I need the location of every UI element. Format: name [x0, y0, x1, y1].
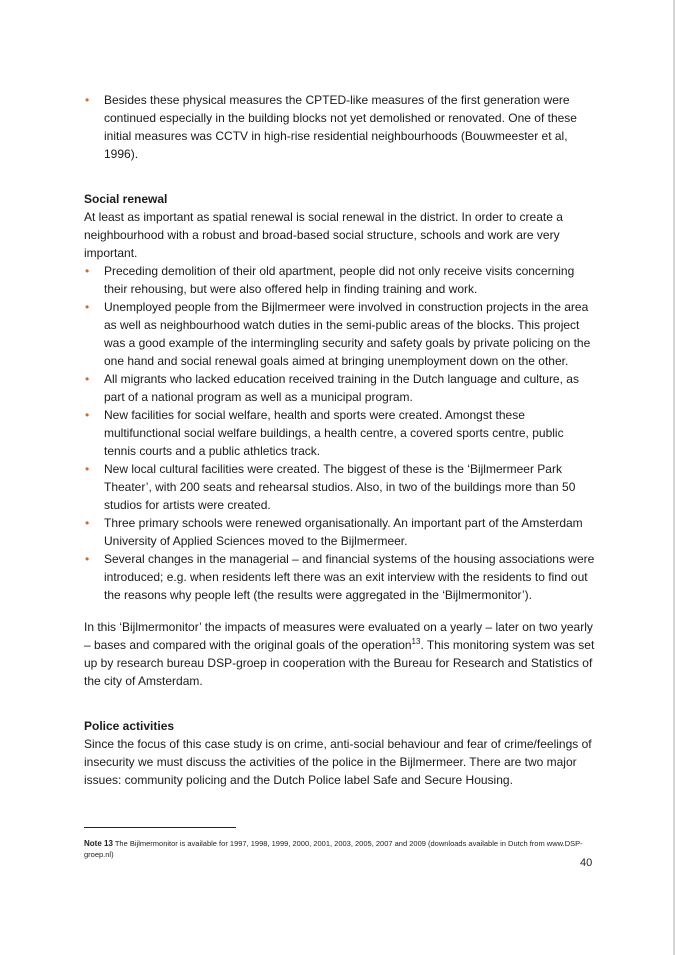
list-item: [84, 370, 598, 406]
bullet-icon: •: [85, 93, 90, 107]
bullet-icon: •: [85, 552, 90, 566]
list-item: [84, 406, 598, 460]
bullet-icon: •: [85, 264, 90, 278]
bullet-icon: •: [85, 516, 90, 530]
list-item: [84, 262, 598, 298]
paragraph-text: In this ‘Bijlmermonitor’ the impacts of measures were evaluated on a yearly – later on two yearly – bases and compared with the original goals of the operation: [84, 620, 593, 652]
list-item-text: Preceding demolition of their old apartment, people did not only receive visits concerning their rehousing, but were also offered help in finding training and work.: [104, 264, 575, 296]
footnote-divider: [84, 827, 236, 828]
page-number: 40: [580, 857, 593, 869]
bullet-icon: •: [85, 300, 90, 314]
footnote-reference[interactable]: 13: [411, 637, 421, 646]
list-item: [84, 298, 598, 370]
list-item-text: New facilities for social welfare, health and sports were created. Amongst these multifunctional social welfare buildings, a health centre, a covered sports centre, public tennis courts and a public athletics track.: [104, 408, 564, 458]
section-heading-police-activities: Police activities: [84, 719, 175, 733]
bullet-icon: •: [85, 462, 90, 476]
document-body: [84, 91, 598, 789]
paragraph-text: . This monitoring system was set up by research bureau DSP-groep in cooperation with the Bureau for Research and Statistics of the city of Amsterdam.: [84, 638, 595, 688]
list-item: [84, 514, 598, 550]
paragraph-police-activities: Since the focus of this case study is on crime, anti-social behaviour and fear of crime/feelings of insecurity we must discuss the activities of the police in the Bijlmermeer. There are two major issues: community policing and the Dutch Police label Safe and Secure Housing.: [84, 737, 592, 787]
social-renewal-bullet-list: [84, 262, 598, 604]
footnote-label: Note 13: [84, 839, 113, 848]
list-item: [84, 460, 598, 514]
list-item-text: Several changes in the managerial – and financial systems of the housing associations were introduced; e.g. when residents left there was an exit interview with the residents to find out the reasons why people left (the results were aggregated in the ‘Bijlmermonitor’).: [104, 552, 595, 602]
footnote: [84, 838, 584, 860]
list-item-text: New local cultural facilities were created. The biggest of these is the ‘Bijlmermeer Park Theater’, with 200 seats and rehearsal studios. Also, in two of the buildings more than 50 studios for artists were created.: [104, 462, 576, 512]
bullet-icon: •: [85, 408, 90, 422]
paragraph-social-renewal-intro: At least as important as spatial renewal is social renewal in the district. In order to create a neighbourhood with a robust and broad-based social structure, schools and work are very important.: [84, 210, 563, 260]
list-item-text: Unemployed people from the Bijlmermeer were involved in construction projects in the area as well as neighbourhood watch duties in the semi-public areas of the blocks. This project was a good example of the intermingling security and safety goals by private policing on the one hand and social renewal goals aimed at bringing unemployment down on the other.: [104, 300, 591, 368]
footnote-text: The Bijlmermonitor is available for 1997, 1998, 1999, 2000, 2001, 2003, 2005, 2007 and 2009 (downloads available in Dutch from www.DSP-groep.nl): [84, 839, 583, 859]
list-item: [84, 550, 598, 604]
bullet-icon: •: [85, 372, 90, 386]
list-item-text: All migrants who lacked education received training in the Dutch language and culture, as part of a national program as well as a municipal program.: [104, 372, 579, 404]
paragraph-bijlmermonitor: [84, 618, 598, 690]
list-item-text: Besides these physical measures the CPTED-like measures of the first generation were continued especially in the building blocks not yet demolished or renovated. One of these initial measures was CCTV in high-rise residential neighbourhoods (Bouwmeester et al, 1996).: [104, 93, 577, 161]
intro-bullet-list: [84, 91, 598, 163]
list-item-text: Three primary schools were renewed organisationally. An important part of the Amsterdam University of Applied Sciences moved to the Bijlmermeer.: [104, 516, 583, 548]
list-item: [84, 91, 598, 163]
section-heading-social-renewal: Social renewal: [84, 192, 168, 206]
